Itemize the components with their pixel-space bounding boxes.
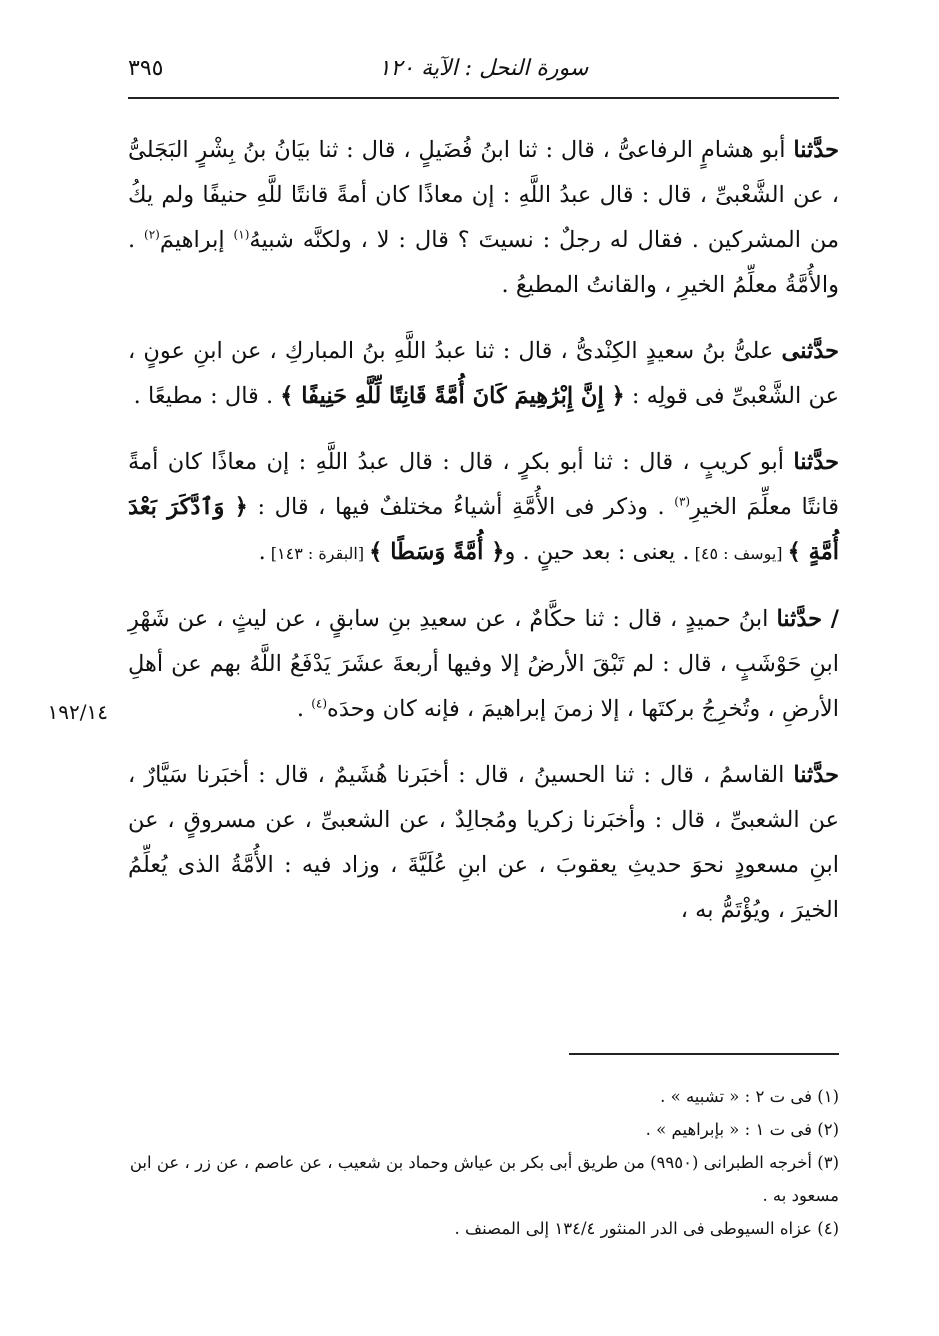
paragraph-text: . والأُمَّةُ معلِّمُ الخيرِ ، والقانتُ المطيعُ . bbox=[128, 227, 839, 298]
paragraph-lead: حدَّثنا bbox=[793, 449, 839, 475]
page-header bbox=[128, 50, 839, 94]
paragraph-text: . قال : مطيعًا . bbox=[133, 383, 281, 409]
header-rule bbox=[128, 97, 839, 99]
paragraph-text: أبو كريبٍ ، قال : ثنا أبو بكرٍ ، قال : قال عبدُ اللَّهِ : إن معاذًا كان أمةً قانتًا معلِّمَ الخيرِ bbox=[128, 449, 839, 520]
paragraph-text: . يعنى : بعد حينٍ . و bbox=[504, 539, 690, 565]
surah-reference: [يوسف : ٤٥] bbox=[689, 544, 788, 563]
paragraph-3 bbox=[128, 440, 839, 576]
paragraph-lead: حدَّثنا bbox=[793, 137, 839, 163]
footnote-marker[interactable]: (١) bbox=[233, 227, 250, 242]
footnote-3: (٣) أخرجه الطبرانى (٩٩٥٠) من طريق أبى بكر بن عياش وحماد بن شعيب ، عن عاصم ، عن زر ، عن ابن مسعود به . bbox=[129, 1153, 839, 1205]
quran-verse: ﴿ أُمَّةً وَسَطًا ﴾ bbox=[369, 539, 505, 565]
page-number: ٣٩٥ bbox=[128, 56, 164, 81]
paragraph-text: . bbox=[258, 539, 266, 565]
margin-reference: ١٩٢/١٤ bbox=[47, 700, 108, 724]
footnote-1: (١) فى ت ٢ : « تشبيه » . bbox=[660, 1087, 839, 1106]
quran-verse: ﴿ إِنَّ إِبْرَٰهِيمَ كَانَ أُمَّةً قَانِتًا لِّلَّهِ حَنِيفًا ﴾ bbox=[280, 383, 625, 409]
paragraph-lead: / حدَّثنا bbox=[776, 606, 839, 632]
paragraph-text: . bbox=[296, 696, 312, 722]
running-title: سورة النحل : الآية ١٢٠ bbox=[378, 56, 589, 81]
footnotes bbox=[128, 1080, 839, 1245]
quran-verse: ﴿ وَٱدَّكَرَ بَعْدَ أُمَّةٍ ﴾ bbox=[128, 494, 839, 565]
paragraph-5 bbox=[128, 753, 839, 933]
footnote-rule bbox=[569, 1053, 839, 1055]
paragraph-1 bbox=[128, 128, 839, 308]
paragraph-text: القاسمُ ، قال : ثنا الحسينُ ، قال : أخبَرنا هُشَيمٌ ، قال : أخبَرنا سَيَّارٌ ، عن الشعبىِّ ، قال : وأخبَرنا زكريا ومُجالِدٌ ، عن الشعبىِّ ، عن مسروقٍ ، عن ابنِ مسعودٍ نحوَ حديثِ يعقوبَ ، عن ابنِ عُلَيَّةَ ، وزاد فيه : الأُمَّةُ الذى يُعلِّمُ الخيرَ ، ويُؤْتَمُّ به ، bbox=[128, 762, 839, 923]
paragraph-text: أبو هشامٍ الرفاعىُّ ، قال : ثنا ابنُ فُضَيلٍ ، قال : ثنا بيَانُ بنُ بِشْرٍ البَجَلىُّ ، عن الشَّعْبىِّ ، قال : قال عبدُ اللَّهِ : إن معاذًا كان أمةً قانتًا للَّهِ حنيفًا ولم يكُ من المشركين . فقال له رجلٌ : نسيتَ ؟ قال : لا ، ولكنَّه شبيهُ bbox=[128, 137, 840, 253]
paragraph-text: . وذكر فى الأُمَّةِ أشياءُ مختلفٌ فيها ، قال : bbox=[247, 494, 675, 520]
footnote-marker[interactable]: (٣) bbox=[674, 494, 691, 509]
footnote-marker[interactable]: (٤) bbox=[311, 696, 328, 711]
surah-reference: [البقرة : ١٤٣] bbox=[265, 544, 370, 563]
paragraph-text: إبراهيمَ bbox=[159, 227, 234, 253]
footnote-4: (٤) عزاه السيوطى فى الدر المنثور ١٣٤/٤ إلى المصنف . bbox=[454, 1219, 839, 1238]
footnote-marker[interactable]: (٢) bbox=[144, 227, 160, 242]
paragraph-2 bbox=[128, 329, 839, 419]
paragraph-text: علىُّ بنُ سعيدٍ الكِنْدىُّ ، قال : ثنا عبدُ اللَّهِ بنُ المباركِ ، عن ابنِ عونٍ ، عن الشَّعْبىِّ فى قولِه : bbox=[128, 338, 839, 409]
main-text bbox=[128, 128, 839, 954]
paragraph-4 bbox=[128, 597, 839, 732]
paragraph-lead: حدَّثنى bbox=[781, 338, 839, 364]
paragraph-lead: حدَّثنا bbox=[793, 762, 839, 788]
paragraph-text: ابنُ حميدٍ ، قال : ثنا حكَّامٌ ، عن سعيدِ بنِ سابقٍ ، عن ليثٍ ، عن شَهْرِ ابنِ حَوْشَبٍ ، قال : لم تَبْقَ الأرضُ إلا وفيها أربعةَ عشَرَ يَدْفَعُ اللَّهُ بهم عن أهلِ الأرضِ ، وتُخرِجُ بركتَها ، إلا زمنَ إبراهيمَ ، فإنه كان وحدَه bbox=[128, 606, 839, 722]
footnote-2: (٢) فى ت ١ : « بإبراهيم » . bbox=[645, 1120, 839, 1139]
